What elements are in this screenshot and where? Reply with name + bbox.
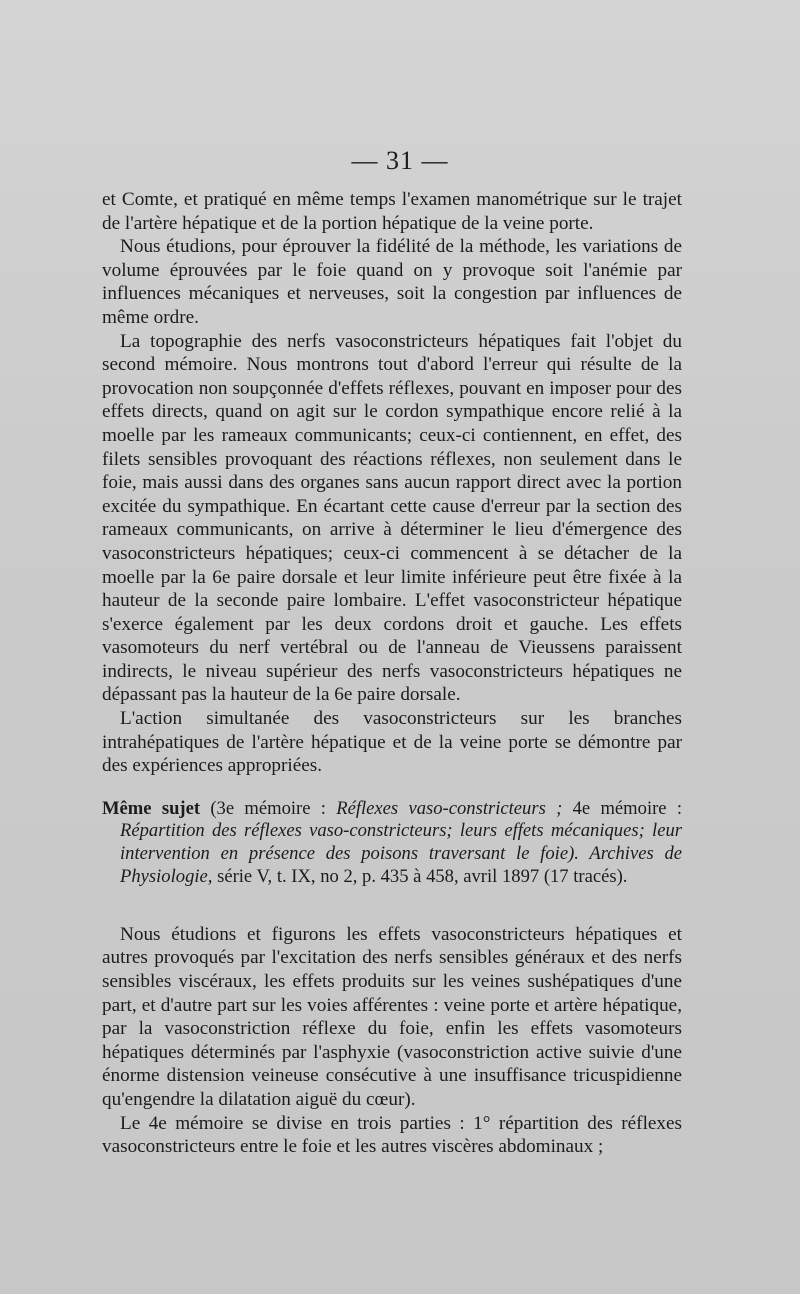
paragraph-1: et Comte, et pratiqué en même temps l'examen manométrique sur le trajet de l'artère hépatique et de la portion hépatique de la veine porte. [102,189,682,234]
bibliographic-reference [102,798,682,888]
text-column [102,188,682,1159]
paragraph-5: Nous étudions et figurons les effets vasoconstricteurs hépatiques et autres provoqués par l'excitation des nerfs sensibles généraux et des nerfs sensibles viscéraux, les effets produits sur les veines sushépatiques d'une part, et d'autre part sur les voies afférentes : veine porte et artère hépatique, par la vasoconstriction réflexe du foie, enfin les effets vasomoteurs hépatiques déterminés par l'asphyxie (vasoconstriction active suivie d'une énorme distension veineuse consécutive à une insuffisance tricuspidienne qu'engendre la dilatation aiguë du cœur). [102,923,682,1110]
paragraph-2: Nous étudions, pour éprouver la fidélité de la méthode, les variations de volume éprouvées par le foie quand on y provoque soit l'anémie par influences mécaniques et nerveuses, soit la congestion par influences de même ordre. [102,236,682,328]
reference-title-b: Répartition des réflexes vaso-constricteurs; leurs effets mécaniques; leur intervention en présence des poisons traversant le foie). Archives de Physiologie, [120,820,682,887]
reference-lead: Même sujet [102,797,201,819]
section-gap [102,907,682,923]
paragraph-4: L'action simultanée des vasoconstricteurs sur les branches intrahépatiques de l'artère hépatique et de la veine porte se démontre par des expériences appropriées. [102,708,682,777]
reference-part-a: (3e mémoire : [200,797,337,819]
reference-part-b: 4e mémoire : [562,797,683,819]
paragraph-3: La topographie des nerfs vasoconstricteurs hépatiques fait l'objet du second mémoire. Nous montrons tout d'abord l'erreur qui résulte de la provocation non soupçonnée d'effets réflexes, pouvant en imposer pour des effets directs, quand on agit sur le cordon sympathique encore relié à la moelle par les rameaux communicants; ceux-ci contiennent, en effet, des filets sensibles provoquant des réactions réflexes, non seulement dans le foie, mais aussi dans des organes sans aucun rapport direct avec la portion excitée du sympathique. En écartant cette cause d'erreur par la section des rameaux communicants, on arrive à déterminer le lieu d'émergence des vasoconstricteurs hépatiques; ceux-ci commencent à se détacher de la moelle par la 6e paire dorsale et leur limite inférieure peut être fixée à la hauteur de la seconde paire lombaire. L'effet vasoconstricteur hépatique s'exerce également par les deux cordons droit et gauche. Les effets vasomoteurs du nerf vertébral ou de l'anneau de Vieussens paraissent indirects, le niveau supérieur des nerfs vasoconstricteurs hépatiques ne dépassant pas la hauteur de la 6e paire dorsale. [102,330,682,706]
paragraph-6: Le 4e mémoire se divise en trois parties : 1° répartition des réflexes vasoconstricteurs entre le foie et les autres viscères abdominaux ; [102,1112,682,1158]
reference-title-a: Réflexes vaso-constricteurs ; [336,797,563,819]
page-number: — 31 — [351,146,449,175]
reference-details: série V, t. IX, no 2, p. 435 à 458, avril 1897 (17 tracés). [212,865,628,887]
